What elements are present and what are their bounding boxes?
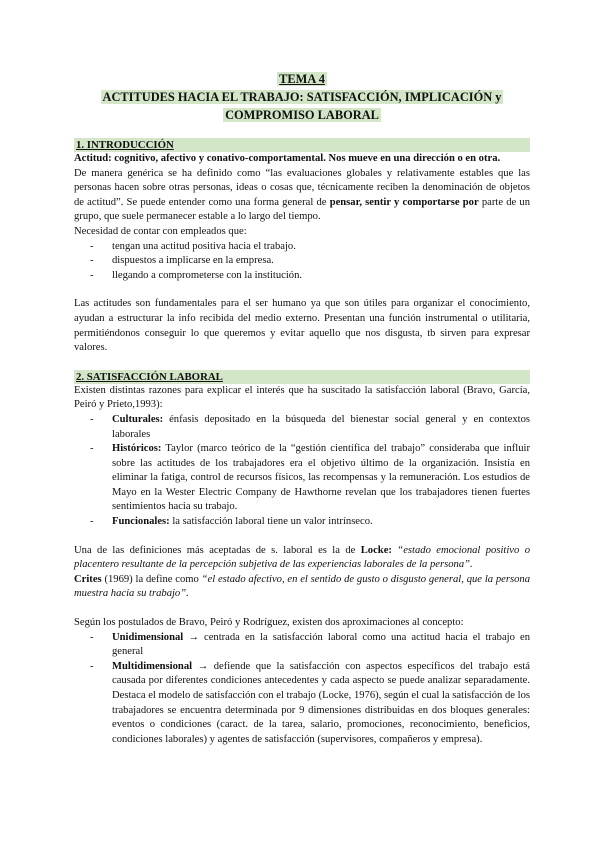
crites-definition xyxy=(74,573,530,602)
approach-text: → centrada en la satisfacción laboral como una actitud hacia el trabajo en general xyxy=(112,631,530,658)
reason-label: Culturales: xyxy=(112,413,164,425)
approach-text: → defiende que la satisfacción con aspectos específicos del trabajo está causada por diferentes condiciones antecedentes y cada aspecto se puede analizar separadamente. Destaca el modelo de satisfacción con el trabajo (Locke, 1976), según el cual la satisfacción de los trabajadores se encuentra determinada por 9 dimensiones distribuidas en dos bloques generales: eventos o condiciones (caract. de la tarea, salario, promociones, reconocimiento, beneficios, condiciones laborales) y agentes de satisfacción (supervisores, compañeros y empresa). xyxy=(112,660,530,745)
list-item xyxy=(90,442,530,515)
approaches-list xyxy=(74,631,530,748)
title-tema: TEMA 4 xyxy=(279,72,325,86)
section-heading-satisfaccion: 2. SATISFACCIÓN LABORAL xyxy=(74,370,530,384)
crites-text: (1969) la define como xyxy=(101,573,202,585)
list-item: - tengan una actitud positiva hacia el trabajo. xyxy=(90,240,530,255)
section-heading-introduccion: 1. INTRODUCCIÓN xyxy=(74,138,530,152)
intro-p1-bold: pensar, sentir y comportarse por xyxy=(329,196,479,208)
approaches-intro: Según los postulados de Bravo, Peiró y Rodríguez, existen dos aproximaciones al concepto: xyxy=(74,617,464,629)
locke-pre: Una de las definiciones más aceptadas de s. laboral es la de xyxy=(74,544,361,556)
actitud-definition-text: Actitud: cognitivo, afectivo y conativo-comportamental. Nos mueve en una dirección o en otra. xyxy=(74,153,501,164)
intro-p1-end: parte de un grupo, que suele permanecer estable a lo largo del tiempo. xyxy=(74,196,530,223)
reason-text: Taylor (marco teórico de la “gestión científica del trabajo” consideraba que influir sobre las actitudes de los trabajadores era el objetivo último de la organización. Insistía en eliminar la fatiga, control de recursos físicos, las recompensas y la remuneración. Los estudios de Mayo en la Wester Electric Company de Hawthorne revelan que los trabajadores tienen fuertes sentimientos hacia su trabajo. xyxy=(112,443,530,513)
title-block xyxy=(74,70,530,124)
locke-definition xyxy=(74,544,530,573)
need-line: Necesidad de contar con empleados que: xyxy=(74,225,247,237)
list-item xyxy=(90,660,530,748)
intro-paragraph-1 xyxy=(74,167,530,225)
intro-p1-text: De manera genérica se ha definido como “las evaluaciones globales y relativamente estables que las personas hacen sobre otras personas, ideas o cosas que, técnicamente reciben la denominación de objetos de actitud”. Se puede entender como una forma general de xyxy=(74,167,530,208)
list-item xyxy=(90,413,530,442)
list-item: - dispuestos a implicarse en la empresa. xyxy=(90,254,530,269)
crites-quote: “el estado afectivo, en el sentido de gusto o disgusto general, que la persona muestra hacia su trabajo”. xyxy=(74,573,530,600)
title-main-line2: COMPROMISO LABORAL xyxy=(225,108,379,122)
list-item xyxy=(90,515,530,530)
reason-text: énfasis depositado en la búsqueda del bienestar social general y en contextos laborales xyxy=(112,413,530,440)
reasons-intro: Existen distintas razones para explicar el interés que ha suscitado la satisfacción laboral (Bravo, García, Peiró y Prieto,1993): xyxy=(74,384,530,411)
reasons-list xyxy=(74,413,530,530)
title-main-line1: ACTITUDES HACIA EL TRABAJO: SATISFACCIÓN, IMPLICACIÓN y xyxy=(102,90,502,104)
locke-quote: “estado emocional positivo o placentero resultante de la percepción subjetiva de las experiencias laborales de la persona”. xyxy=(74,544,530,571)
document-page xyxy=(74,70,530,747)
intro-paragraph-2: Las actitudes son fundamentales para el ser humano ya que son útiles para organizar el conocimiento, ayudan a estructurar la info recibida del medio externo. Presentan una función instrumental o utilitaria, permitiéndonos conseguir lo que queremos y evitar aquello que nos disgusta, tb sirven para expresar valores. xyxy=(74,298,530,354)
needs-list xyxy=(74,240,530,284)
locke-name: Locke: xyxy=(360,544,392,556)
approach-label: Multidimensional xyxy=(112,660,193,672)
approach-label: Unidimensional xyxy=(112,631,184,643)
reason-label: Funcionales: xyxy=(112,516,170,528)
list-item xyxy=(90,631,530,660)
actitud-definition xyxy=(74,152,530,167)
list-item: - llegando a comprometerse con la institución. xyxy=(90,269,530,284)
reason-label: Históricos: xyxy=(112,443,162,455)
crites-name: Crites xyxy=(74,573,102,585)
reason-text: la satisfacción laboral tiene un valor intrínseco. xyxy=(169,516,373,528)
